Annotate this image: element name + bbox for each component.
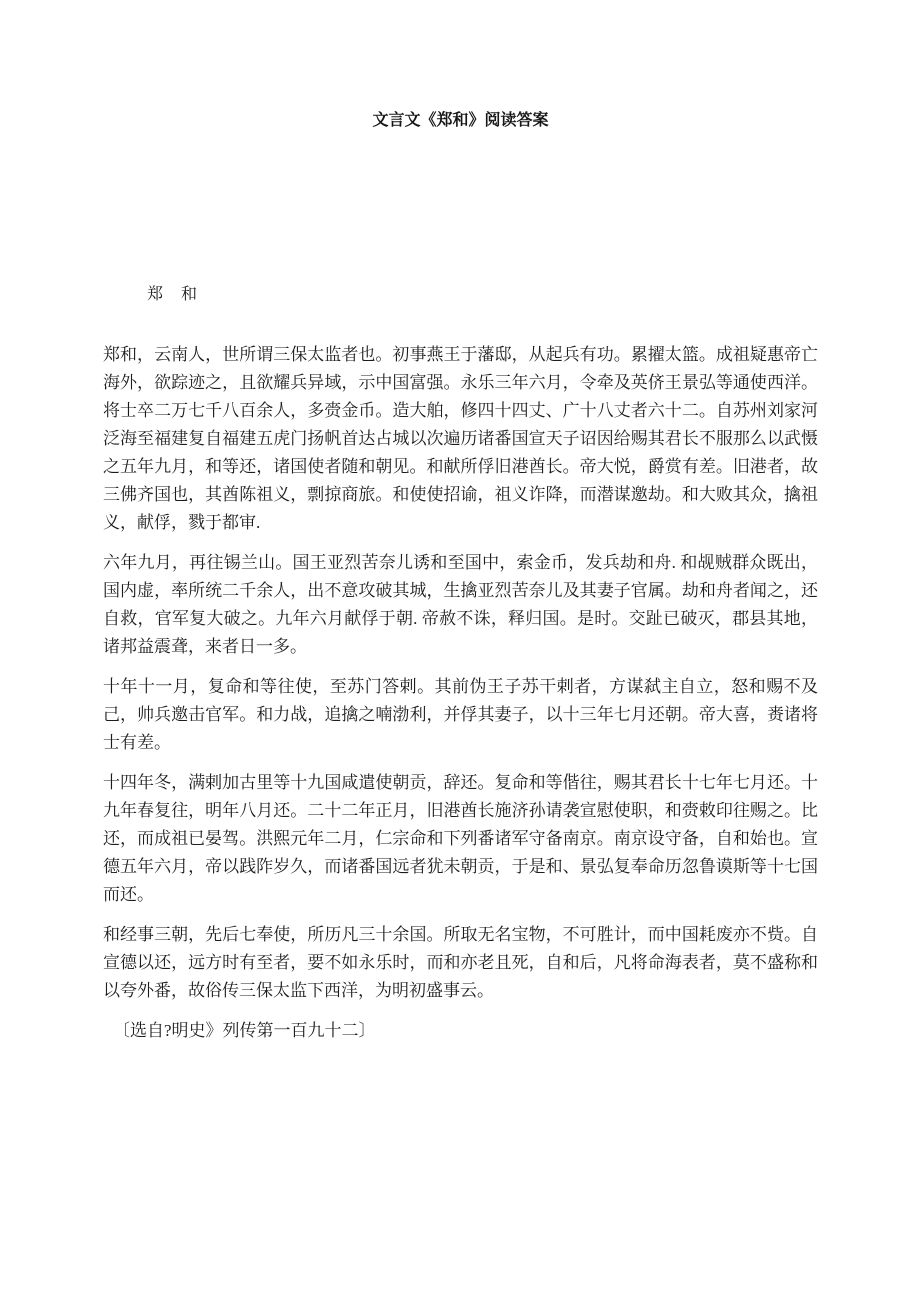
passage	[103, 281, 818, 1045]
passage-paragraph-1: 郑和，云南人，世所谓三保太监者也。初事燕王于藩邸，从起兵有功。累擢太篮。成祖疑惠帝亡海外，欲踪迹之，且欲耀兵异域，示中国富强。永乐三年六月，令牵及英侪王景弘等通使西洋。将士卒二万七千八百余人，多赍金币。造大舶，修四十四丈、广十八丈者六十二。自苏州刘家河泛海至福建复自福建五虎门扬帆首达占城以次遍历诸番国宣天子诏因给赐其君长不服那么以武慑之五年九月，和等还，诸国使者随和朝见。和献所俘旧港酋长。帝大悦，爵赏有差。旧港者，故三佛齐国也，其酋陈祖义，剽掠商旅。和使使招谕，祖义诈降，而潜谋邀劫。和大败其众，擒祖义，献俘，戮于都审.	[103, 345, 818, 532]
passage-heading: 郑 和	[147, 286, 199, 303]
passage-paragraph-3: 十年十一月，复命和等往使，至苏门答剌。其前伪王子苏干剌者，方谋弑主自立，怒和赐不及己，帅兵邀击官军。和力战，追擒之喃渤利，并俘其妻子，以十三年七月还朝。帝大喜，赉诸将士有差。	[103, 677, 818, 752]
passage-paragraph-5: 和经事三朝，先后七奉使，所历凡三十余国。所取无名宝物，不可胜计，而中国耗废亦不赀。自宣德以还，远方时有至者，要不如永乐时，而和亦老且死，自和后，凡将命海表者，莫不盛称和以夸外番，故俗传三保太监下西洋，为明初盛事云。	[103, 925, 818, 1000]
document-title: 文言文《郑和》阅读答案	[372, 112, 549, 129]
source-citation: 〔选自?明史》列传第一百九十二〕	[113, 1021, 376, 1040]
passage-paragraph-2: 六年九月，再往锡兰山。国王亚烈苦奈儿诱和至国中，索金币，发兵劫和舟. 和觇贼群众既出，国内虚，率所统二千余人，出不意攻破其城，生擒亚烈苦奈儿及其妻子官属。劫和舟者闻之，还自救，官军复大破之。九年六月献俘于朝. 帝赦不诛，释归国。是时。交趾已破灭，郡县其地，诸邦益震聋，来者日一多。	[103, 553, 818, 656]
passage-paragraph-4: 十四年冬，满剌加古里等十九国咸遣使朝贡，辞还。复命和等偕往，赐其君长十七年七月还。十九年春复往，明年八月还。二十二年正月，旧港酋长施济孙请袭宣慰使职，和赍敕印往赐之。比还，而成祖已晏驾。洪熙元年二月，仁宗命和下列番诸军守备南京。南京设守备，自和始也。宣德五年六月，帝以践阼岁久，而诸番国远者犹未朝贡，于是和、景弘复奉命历忽鲁谟斯等十七国而还。	[103, 773, 818, 904]
